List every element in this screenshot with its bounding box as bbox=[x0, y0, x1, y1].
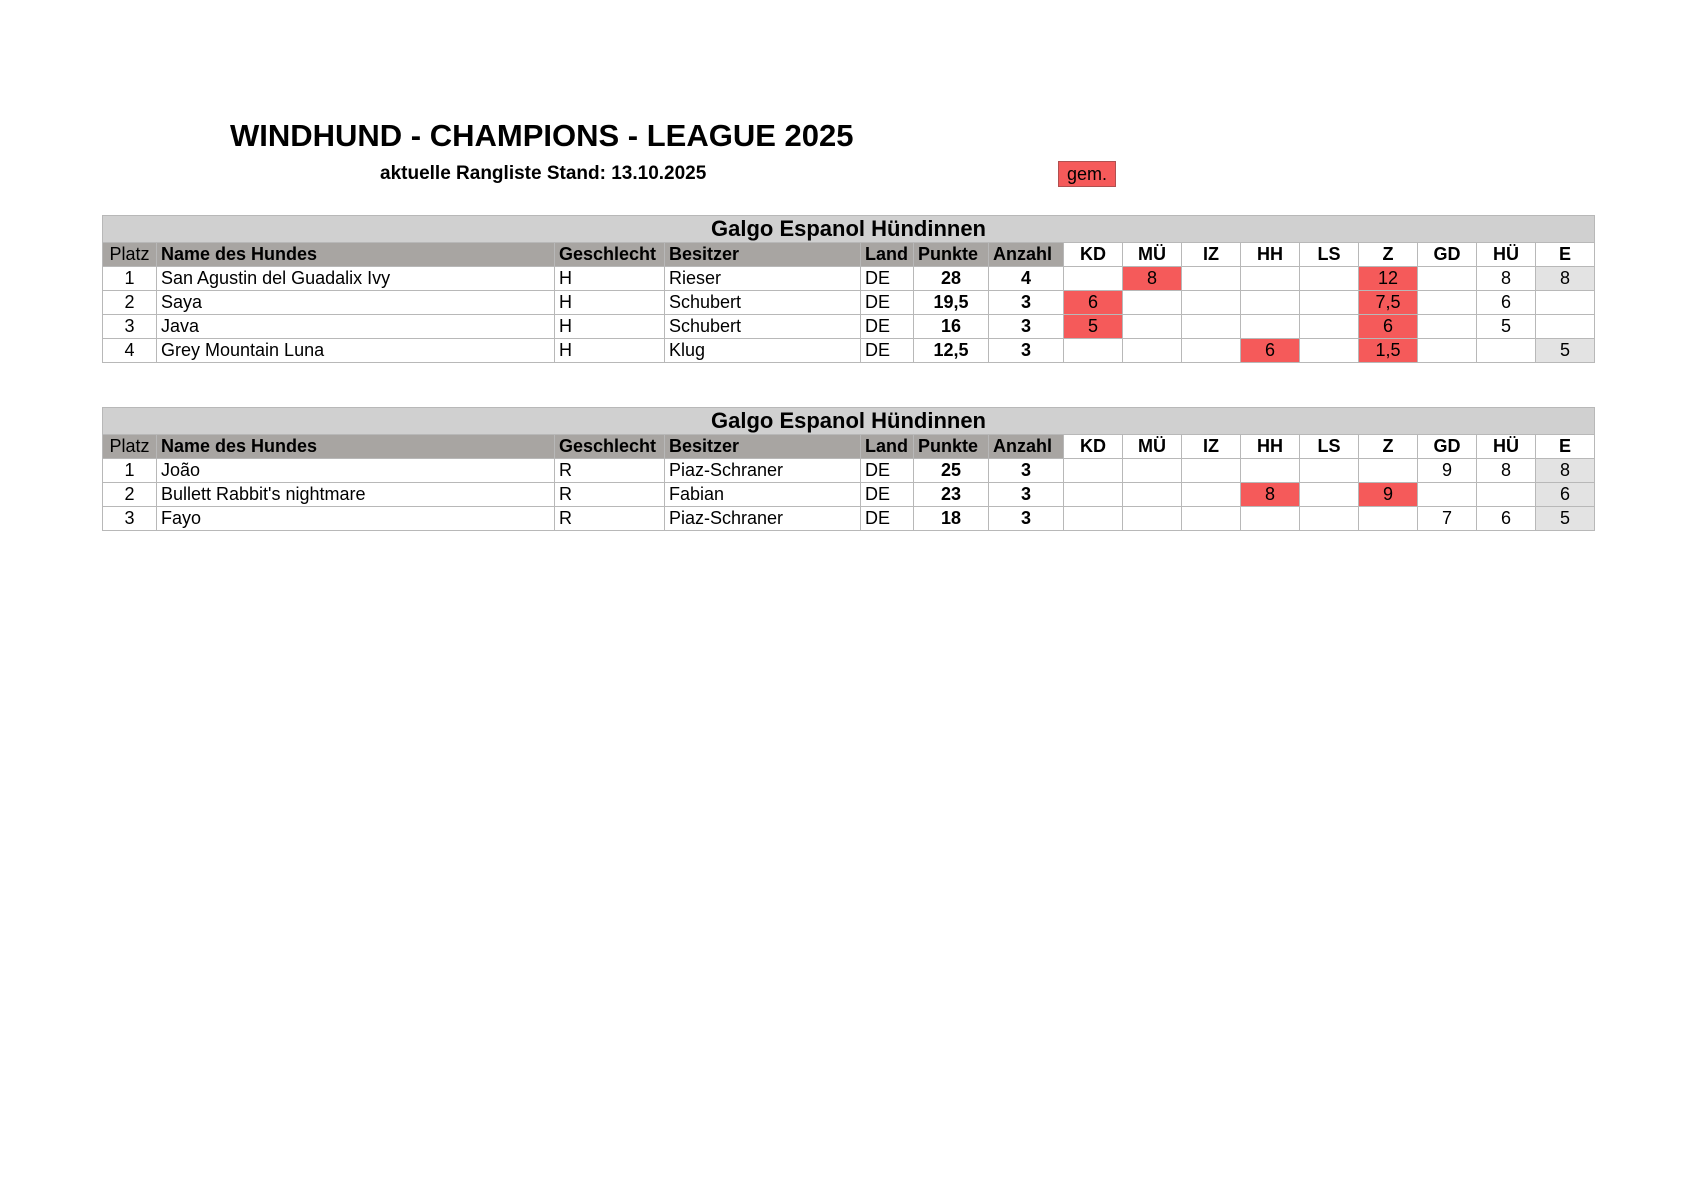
legend-badge: gem. bbox=[1058, 161, 1116, 187]
cell-besitzer: Rieser bbox=[665, 267, 861, 291]
cell-name: Grey Mountain Luna bbox=[157, 339, 555, 363]
cell-event-gd bbox=[1418, 339, 1477, 363]
cell-event-z: 9 bbox=[1359, 483, 1418, 507]
cell-event-ls bbox=[1300, 339, 1359, 363]
cell-event-hh bbox=[1241, 267, 1300, 291]
cell-event-iz bbox=[1182, 507, 1241, 531]
cell-event-hü: 8 bbox=[1477, 459, 1536, 483]
cell-event-z: 1,5 bbox=[1359, 339, 1418, 363]
cell-besitzer: Fabian bbox=[665, 483, 861, 507]
cell-event-hü: 6 bbox=[1477, 291, 1536, 315]
cell-event-kd bbox=[1064, 267, 1123, 291]
cell-event-e: 8 bbox=[1536, 267, 1595, 291]
cell-name: San Agustin del Guadalix Ivy bbox=[157, 267, 555, 291]
cell-event-gd bbox=[1418, 291, 1477, 315]
column-header-row bbox=[103, 435, 1595, 459]
cell-platz: 3 bbox=[103, 507, 157, 531]
col-header-event: Z bbox=[1359, 243, 1418, 267]
cell-event-e bbox=[1536, 291, 1595, 315]
cell-event-hh bbox=[1241, 315, 1300, 339]
cell-event-e: 8 bbox=[1536, 459, 1595, 483]
col-header-anzahl: Anzahl bbox=[989, 243, 1064, 267]
cell-event-e: 5 bbox=[1536, 339, 1595, 363]
cell-event-hü: 5 bbox=[1477, 315, 1536, 339]
ranking-table bbox=[102, 215, 1595, 363]
col-header-event: KD bbox=[1064, 435, 1123, 459]
col-header-geschlecht: Geschlecht bbox=[555, 435, 665, 459]
cell-event-iz bbox=[1182, 315, 1241, 339]
cell-platz: 1 bbox=[103, 459, 157, 483]
col-header-event: MÜ bbox=[1123, 243, 1182, 267]
cell-event-z: 6 bbox=[1359, 315, 1418, 339]
col-header-event: E bbox=[1536, 435, 1595, 459]
cell-name: Bullett Rabbit's nightmare bbox=[157, 483, 555, 507]
cell-event-ls bbox=[1300, 291, 1359, 315]
cell-platz: 2 bbox=[103, 483, 157, 507]
col-header-event: HÜ bbox=[1477, 243, 1536, 267]
cell-event-hh: 6 bbox=[1241, 339, 1300, 363]
cell-event-ls bbox=[1300, 315, 1359, 339]
col-header-event: E bbox=[1536, 243, 1595, 267]
cell-geschlecht: R bbox=[555, 483, 665, 507]
cell-event-iz bbox=[1182, 483, 1241, 507]
table-row bbox=[103, 507, 1595, 531]
cell-event-mü bbox=[1123, 459, 1182, 483]
cell-event-gd: 7 bbox=[1418, 507, 1477, 531]
col-header-event: KD bbox=[1064, 243, 1123, 267]
cell-event-ls bbox=[1300, 459, 1359, 483]
cell-geschlecht: H bbox=[555, 267, 665, 291]
cell-punkte: 28 bbox=[914, 267, 989, 291]
col-header-event: IZ bbox=[1182, 243, 1241, 267]
cell-event-z: 12 bbox=[1359, 267, 1418, 291]
col-header-platz: Platz bbox=[103, 243, 157, 267]
ranking-table bbox=[102, 407, 1595, 531]
cell-platz: 3 bbox=[103, 315, 157, 339]
cell-anzahl: 3 bbox=[989, 339, 1064, 363]
section-title-row bbox=[103, 216, 1595, 243]
cell-punkte: 16 bbox=[914, 315, 989, 339]
cell-event-e bbox=[1536, 315, 1595, 339]
cell-event-mü bbox=[1123, 339, 1182, 363]
col-header-platz: Platz bbox=[103, 435, 157, 459]
table-row bbox=[103, 483, 1595, 507]
cell-event-hü: 8 bbox=[1477, 267, 1536, 291]
col-header-event: HH bbox=[1241, 243, 1300, 267]
cell-name: Java bbox=[157, 315, 555, 339]
column-header-row bbox=[103, 243, 1595, 267]
section-title-row bbox=[103, 408, 1595, 435]
cell-land: DE bbox=[861, 267, 914, 291]
table-row bbox=[103, 459, 1595, 483]
cell-event-hü bbox=[1477, 339, 1536, 363]
cell-event-kd bbox=[1064, 339, 1123, 363]
cell-name: Saya bbox=[157, 291, 555, 315]
table-row bbox=[103, 339, 1595, 363]
cell-besitzer: Schubert bbox=[665, 291, 861, 315]
cell-event-kd: 5 bbox=[1064, 315, 1123, 339]
cell-event-iz bbox=[1182, 267, 1241, 291]
col-header-land: Land bbox=[861, 435, 914, 459]
page-title: WINDHUND - CHAMPIONS - LEAGUE 2025 bbox=[230, 118, 854, 153]
section-title: Galgo Espanol Hündinnen bbox=[103, 216, 1595, 243]
cell-anzahl: 3 bbox=[989, 291, 1064, 315]
col-header-name: Name des Hundes bbox=[157, 243, 555, 267]
cell-land: DE bbox=[861, 483, 914, 507]
cell-event-gd bbox=[1418, 267, 1477, 291]
cell-anzahl: 3 bbox=[989, 315, 1064, 339]
cell-geschlecht: R bbox=[555, 507, 665, 531]
cell-geschlecht: R bbox=[555, 459, 665, 483]
cell-land: DE bbox=[861, 291, 914, 315]
col-header-event: HH bbox=[1241, 435, 1300, 459]
col-header-besitzer: Besitzer bbox=[665, 243, 861, 267]
cell-event-ls bbox=[1300, 267, 1359, 291]
cell-event-ls bbox=[1300, 483, 1359, 507]
col-header-geschlecht: Geschlecht bbox=[555, 243, 665, 267]
cell-land: DE bbox=[861, 339, 914, 363]
page-subtitle: aktuelle Rangliste Stand: 13.10.2025 bbox=[380, 163, 707, 184]
cell-geschlecht: H bbox=[555, 315, 665, 339]
cell-punkte: 25 bbox=[914, 459, 989, 483]
cell-name: João bbox=[157, 459, 555, 483]
cell-punkte: 23 bbox=[914, 483, 989, 507]
cell-event-hh bbox=[1241, 507, 1300, 531]
cell-platz: 1 bbox=[103, 267, 157, 291]
cell-event-hh: 8 bbox=[1241, 483, 1300, 507]
cell-event-kd: 6 bbox=[1064, 291, 1123, 315]
cell-geschlecht: H bbox=[555, 291, 665, 315]
col-header-name: Name des Hundes bbox=[157, 435, 555, 459]
cell-event-e: 5 bbox=[1536, 507, 1595, 531]
cell-event-hü: 6 bbox=[1477, 507, 1536, 531]
cell-event-mü bbox=[1123, 291, 1182, 315]
cell-event-iz bbox=[1182, 291, 1241, 315]
col-header-event: HÜ bbox=[1477, 435, 1536, 459]
cell-anzahl: 4 bbox=[989, 267, 1064, 291]
cell-besitzer: Piaz-Schraner bbox=[665, 507, 861, 531]
cell-land: DE bbox=[861, 315, 914, 339]
cell-event-mü bbox=[1123, 483, 1182, 507]
col-header-land: Land bbox=[861, 243, 914, 267]
col-header-event: IZ bbox=[1182, 435, 1241, 459]
cell-event-mü bbox=[1123, 315, 1182, 339]
table-row bbox=[103, 267, 1595, 291]
cell-event-gd bbox=[1418, 315, 1477, 339]
table-row bbox=[103, 291, 1595, 315]
cell-event-z: 7,5 bbox=[1359, 291, 1418, 315]
cell-event-kd bbox=[1064, 459, 1123, 483]
col-header-anzahl: Anzahl bbox=[989, 435, 1064, 459]
cell-besitzer: Schubert bbox=[665, 315, 861, 339]
cell-punkte: 12,5 bbox=[914, 339, 989, 363]
cell-name: Fayo bbox=[157, 507, 555, 531]
cell-event-gd: 9 bbox=[1418, 459, 1477, 483]
cell-anzahl: 3 bbox=[989, 483, 1064, 507]
cell-event-hh bbox=[1241, 291, 1300, 315]
cell-anzahl: 3 bbox=[989, 507, 1064, 531]
cell-event-mü bbox=[1123, 507, 1182, 531]
table-row bbox=[103, 315, 1595, 339]
col-header-event: GD bbox=[1418, 243, 1477, 267]
col-header-event: LS bbox=[1300, 243, 1359, 267]
cell-anzahl: 3 bbox=[989, 459, 1064, 483]
col-header-event: LS bbox=[1300, 435, 1359, 459]
cell-besitzer: Piaz-Schraner bbox=[665, 459, 861, 483]
cell-event-kd bbox=[1064, 483, 1123, 507]
cell-event-iz bbox=[1182, 339, 1241, 363]
cell-event-ls bbox=[1300, 507, 1359, 531]
section-title: Galgo Espanol Hündinnen bbox=[103, 408, 1595, 435]
cell-event-hh bbox=[1241, 459, 1300, 483]
cell-land: DE bbox=[861, 459, 914, 483]
col-header-punkte: Punkte bbox=[914, 243, 989, 267]
col-header-besitzer: Besitzer bbox=[665, 435, 861, 459]
col-header-event: GD bbox=[1418, 435, 1477, 459]
cell-event-z bbox=[1359, 459, 1418, 483]
cell-geschlecht: H bbox=[555, 339, 665, 363]
cell-event-z bbox=[1359, 507, 1418, 531]
cell-punkte: 18 bbox=[914, 507, 989, 531]
cell-besitzer: Klug bbox=[665, 339, 861, 363]
cell-event-hü bbox=[1477, 483, 1536, 507]
col-header-punkte: Punkte bbox=[914, 435, 989, 459]
cell-platz: 2 bbox=[103, 291, 157, 315]
cell-event-e: 6 bbox=[1536, 483, 1595, 507]
col-header-event: Z bbox=[1359, 435, 1418, 459]
cell-event-mü: 8 bbox=[1123, 267, 1182, 291]
cell-land: DE bbox=[861, 507, 914, 531]
cell-punkte: 19,5 bbox=[914, 291, 989, 315]
cell-event-kd bbox=[1064, 507, 1123, 531]
cell-platz: 4 bbox=[103, 339, 157, 363]
col-header-event: MÜ bbox=[1123, 435, 1182, 459]
cell-event-iz bbox=[1182, 459, 1241, 483]
cell-event-gd bbox=[1418, 483, 1477, 507]
